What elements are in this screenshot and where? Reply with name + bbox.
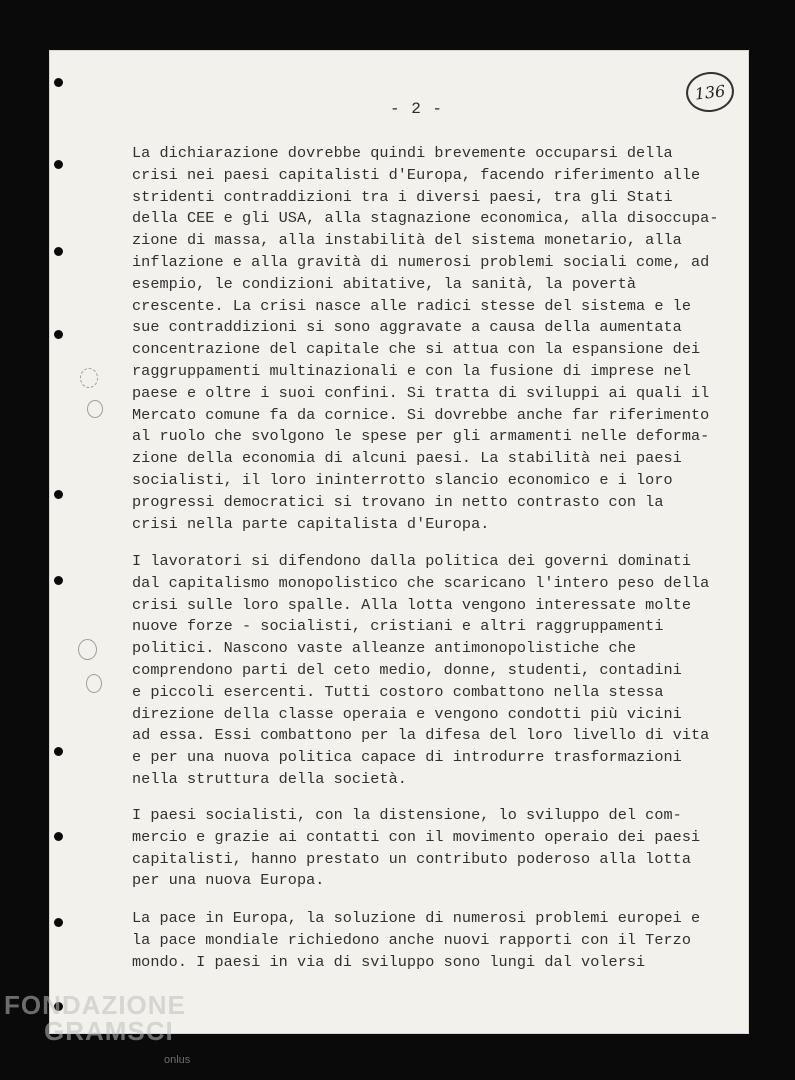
binder-hole — [54, 330, 63, 339]
binder-hole — [54, 78, 63, 87]
paragraph: La pace in Europa, la soluzione di numerosi problemi europei e la pace mondiale richiedono anche nuovi rapporti con il Terzo mondo. I paesi in via di sviluppo sono lungi dal volersi — [132, 909, 701, 971]
watermark-suffix: onlus — [164, 1054, 191, 1066]
binder-hole — [54, 832, 63, 841]
punch-ring — [87, 400, 103, 418]
binder-hole — [54, 160, 63, 169]
page-number: - 2 - — [390, 100, 444, 118]
punch-ring — [80, 368, 98, 388]
binder-hole — [54, 918, 63, 927]
binder-hole — [54, 576, 63, 585]
fondazione-gramsci-watermark — [4, 990, 204, 1066]
archive-stamp: 136 — [684, 70, 736, 115]
binder-hole — [54, 747, 63, 756]
punch-ring — [78, 639, 97, 660]
watermark-line2: GRAMSCI — [44, 1016, 174, 1046]
watermark-line1: FONDAZIONE — [4, 990, 186, 1020]
binder-hole — [54, 247, 63, 256]
paragraph: I lavoratori si difendono dalla politica dei governi dominati dal capitalismo monopolistico che scaricano l'intero peso della crisi sulle loro spalle. Alla lotta vengono interessate molte nuove forze - socialisti, cristiani e altri raggruppamenti politici. Nascono vaste alleanze antimonopolistiche che comprendono parti del ceto medio, donne, studenti, contadini e piccoli esercenti. Tutti costoro combattono nella stessa direzione della classe operaia e vengono condotti più vicini ad essa. Essi combattono per la difesa del loro livello di vita e per una nuova politica capace di introdurre trasformazioni nella struttura della società. — [132, 552, 710, 788]
punch-ring — [86, 674, 102, 693]
binder-hole — [54, 490, 63, 499]
paragraph: La dichiarazione dovrebbe quindi brevemente occuparsi della crisi nei paesi capitalisti d'Europa, facendo riferimento alle stridenti contraddizioni tra i diversi paesi, tra gli Stati della CEE e gli USA, alla stagnazione economica, alla disoccupa- zione di massa, alla instabilità del sistema monetario, alla inflazione e alla gravità di numerosi problemi sociali come, ad esempio, le condizioni abitative, la sanità, la povertà crescente. La crisi nasce alle radici stesse del sistema e le sue contraddizioni si sono aggravate a causa della aumentata concentrazione del capitale che si attua con la espansione dei raggruppamenti multinazionali e con la fusione di imprese nel paese e oltre i suoi confini. Si tratta di sviluppi ai quali il Mercato comune fa da cornice. Si dovrebbe anche far riferimento al ruolo che svolgono le spese per gli armamenti nelle deforma- zione della economia di alcuni paesi. La stabilità nei paesi socialisti, il loro ininterrotto slancio economico e i loro progressi democratici si trovano in netto contrasto con la crisi nella parte capitalista d'Europa. — [132, 144, 719, 533]
paragraph: I paesi socialisti, con la distensione, lo sviluppo del com- mercio e grazie ai contatti con il movimento operaio dei paesi capitalisti, hanno prestato un contributo poderoso alla lotta per una nuova Europa. — [132, 806, 701, 890]
